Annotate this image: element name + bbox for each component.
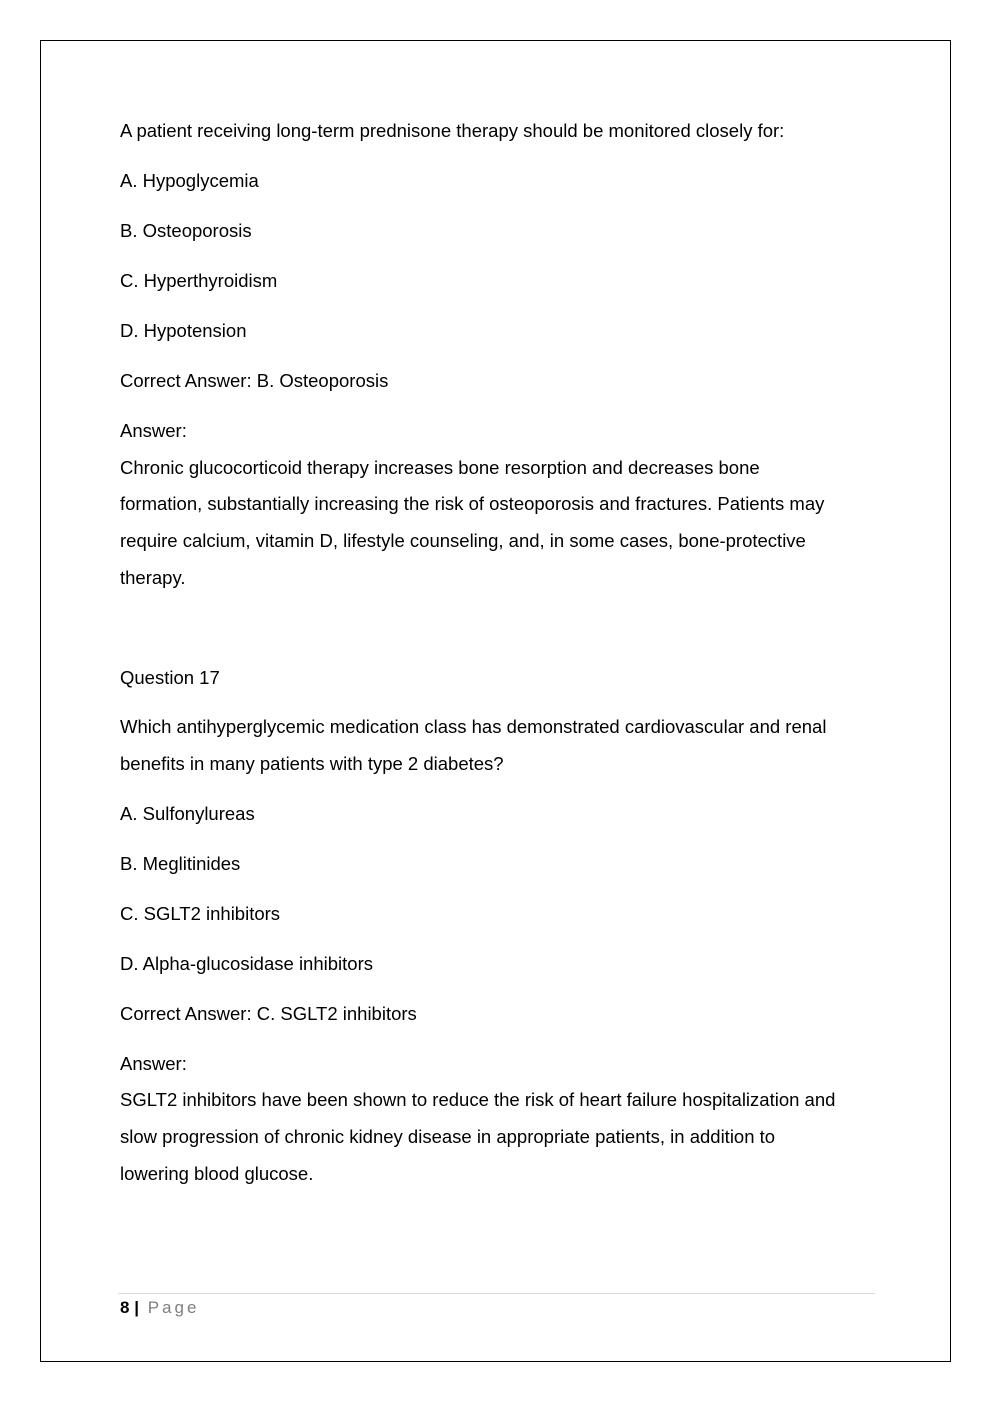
q16-explanation-line: Chronic glucocorticoid therapy increases bone resorption and decreases bone: [120, 457, 760, 478]
page-number: 8: [120, 1298, 130, 1317]
q17-answer-label: Answer:: [120, 1053, 187, 1074]
q17-explanation-line: lowering blood glucose.: [120, 1163, 314, 1184]
footer-separator: |: [134, 1298, 139, 1317]
q17-explanation-line: SGLT2 inhibitors have been shown to reduce the risk of heart failure hospitalization and: [120, 1089, 836, 1110]
q16-option-b: B. Osteoporosis: [120, 220, 252, 241]
q16-explanation-line: formation, substantially increasing the risk of osteoporosis and fractures. Patients may: [120, 493, 825, 514]
q16-explanation-line: require calcium, vitamin D, lifestyle counseling, and, in some cases, bone-protective: [120, 530, 806, 551]
q17-correct-answer: Correct Answer: C. SGLT2 inhibitors: [120, 1003, 417, 1024]
page-footer: [120, 1297, 199, 1319]
q16-answer-label: Answer:: [120, 420, 187, 441]
q17-stem-line: benefits in many patients with type 2 diabetes?: [120, 753, 504, 774]
footer-divider: [118, 1293, 875, 1294]
q17-stem-line: Which antihyperglycemic medication class has demonstrated cardiovascular and renal: [120, 716, 827, 737]
q16-stem: A patient receiving long-term prednisone therapy should be monitored closely for:: [120, 120, 785, 141]
q17-explanation-line: slow progression of chronic kidney disease in appropriate patients, in addition to: [120, 1126, 776, 1147]
q16-option-c: C. Hyperthyroidism: [120, 270, 278, 291]
q17-option-b: B. Meglitinides: [120, 853, 241, 874]
q17-heading: Question 17: [120, 667, 220, 688]
q16-correct-answer: Correct Answer: B. Osteoporosis: [120, 370, 389, 391]
q16-option-a: A. Hypoglycemia: [120, 170, 259, 191]
q16-explanation-line: therapy.: [120, 567, 186, 588]
q17-option-a: A. Sulfonylureas: [120, 803, 255, 824]
q17-option-d: D. Alpha-glucosidase inhibitors: [120, 953, 373, 974]
page-label: Page: [147, 1298, 200, 1317]
q17-option-c: C. SGLT2 inhibitors: [120, 903, 281, 924]
q16-option-d: D. Hypotension: [120, 320, 247, 341]
